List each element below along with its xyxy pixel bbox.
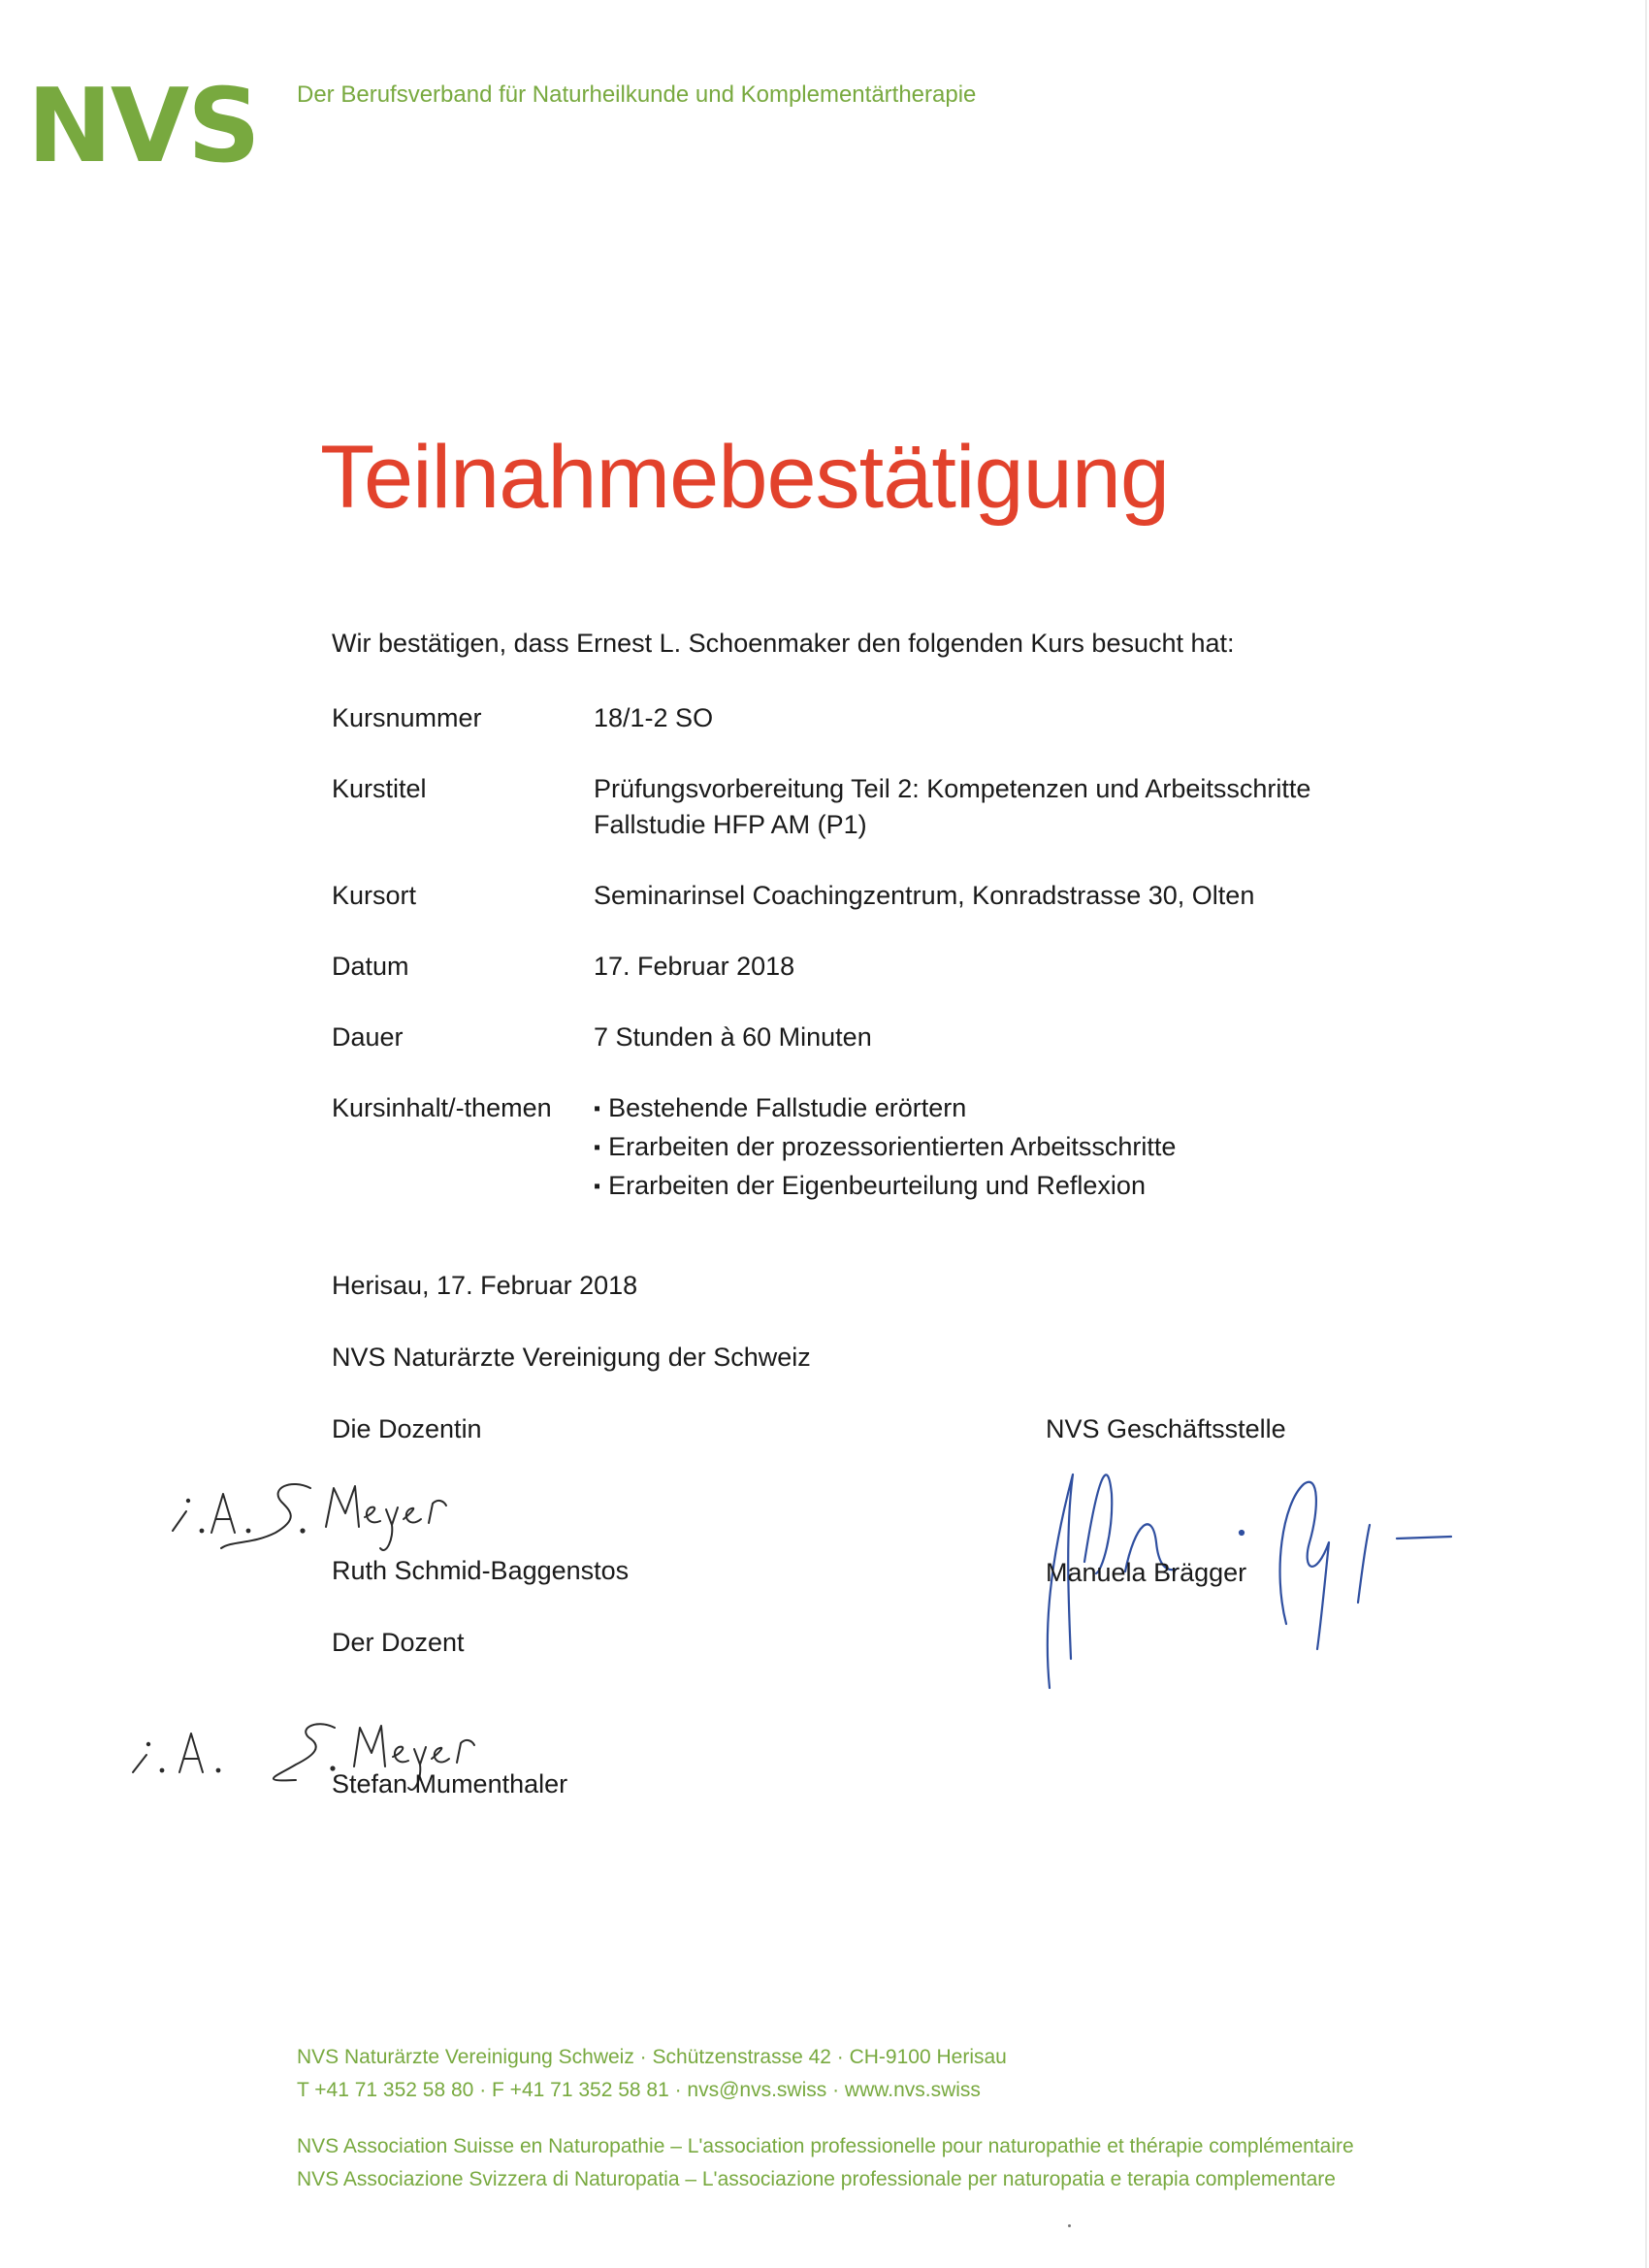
field-label: Datum — [332, 952, 409, 981]
footer-line: NVS Association Suisse en Naturopathie – L'association professionelle pour naturopathie et thérapie complémentaire — [297, 2135, 1354, 2157]
nvs-logo: NVS — [27, 67, 259, 185]
scan-speck — [1068, 2224, 1071, 2227]
handwritten-signature-smeyer-1 — [155, 1455, 563, 1562]
office-name: Manuela Brägger — [1046, 1558, 1247, 1587]
topic-text: Erarbeiten der prozessorientierten Arbeitsschritte — [608, 1132, 1177, 1161]
organization-name: NVS Naturärzte Vereinigung der Schweiz — [332, 1343, 811, 1372]
field-label: Kurstitel — [332, 774, 427, 803]
field-value-line: 17. Februar 2018 — [594, 952, 795, 981]
lecturer-male-role: Der Dozent — [332, 1628, 465, 1657]
lecturer-female-role: Die Dozentin — [332, 1414, 482, 1443]
field-course-location — [332, 878, 1399, 914]
field-value — [594, 1090, 1399, 1207]
field-value-line: Fallstudie HFP AM (P1) — [594, 810, 867, 839]
field-value-line: 7 Stunden à 60 Minuten — [594, 1022, 872, 1052]
lecturer-male-name: Stefan Mumenthaler — [332, 1769, 568, 1798]
field-course-topics — [332, 1090, 1399, 1207]
field-value-line: 18/1-2 SO — [594, 703, 714, 732]
footer-line: T +41 71 352 58 80 · F +41 71 352 58 81 · nvs@nvs.swiss · www.nvs.swiss — [297, 2079, 981, 2101]
field-value — [594, 700, 1399, 736]
topic-item — [594, 1129, 1399, 1168]
field-duration — [332, 1020, 1399, 1055]
topic-text: Erarbeiten der Eigenbeurteilung und Reflexion — [608, 1171, 1146, 1200]
field-value-line: Prüfungsvorbereitung Teil 2: Kompetenzen und Arbeitsschritte — [594, 774, 1311, 803]
field-label: Kursnummer — [332, 703, 482, 732]
office-role: NVS Geschäftsstelle — [1046, 1414, 1286, 1443]
page-edge — [1645, 0, 1647, 2268]
field-value — [594, 1020, 1399, 1055]
footer-translations — [297, 2130, 1354, 2196]
document-title: Teilnahmebestätigung — [320, 428, 1170, 527]
course-details — [332, 700, 1399, 1207]
topic-text: Bestehende Fallstudie erörtern — [608, 1093, 967, 1122]
topic-item — [594, 1168, 1399, 1207]
handwritten-signature-office — [1028, 1416, 1465, 1698]
field-value — [594, 878, 1399, 914]
place-date: Herisau, 17. Februar 2018 — [332, 1271, 638, 1300]
intro-text: Wir bestätigen, dass Ernest L. Schoenmaker den folgenden Kurs besucht hat: — [332, 629, 1235, 658]
topic-list — [594, 1090, 1399, 1207]
footer-address — [297, 2041, 1007, 2107]
header-tagline: Der Berufsverband für Naturheilkunde und Komplementärtherapie — [297, 81, 977, 108]
footer-line: NVS Naturärzte Vereinigung Schweiz · Schützenstrasse 42 · CH-9100 Herisau — [297, 2046, 1007, 2068]
field-date — [332, 949, 1399, 985]
field-label: Dauer — [332, 1022, 404, 1052]
footer-line: NVS Associazione Svizzera di Naturopatia – L'associazione professionale per naturopatia e terapia complementare — [297, 2168, 1336, 2190]
topic-item — [594, 1090, 1399, 1129]
field-value-line: Seminarinsel Coachingzentrum, Konradstrasse 30, Olten — [594, 881, 1255, 910]
field-course-title — [332, 771, 1399, 843]
lecturer-female-name: Ruth Schmid-Baggenstos — [332, 1556, 630, 1585]
field-label: Kursort — [332, 881, 417, 910]
field-label: Kursinhalt/-themen — [332, 1093, 552, 1122]
field-value — [594, 771, 1399, 843]
field-value — [594, 949, 1399, 985]
field-course-number — [332, 700, 1399, 736]
